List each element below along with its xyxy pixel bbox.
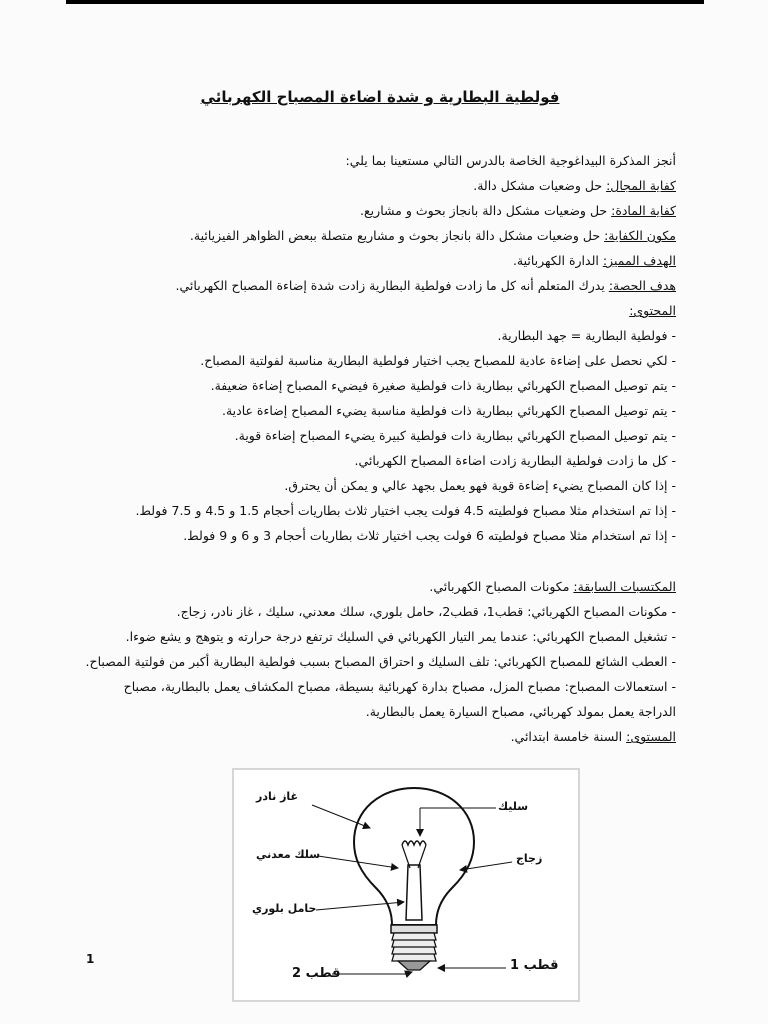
glass-stem <box>406 865 422 920</box>
text-line <box>56 724 676 749</box>
text-line <box>56 173 676 198</box>
line-label: كفاية المادة: <box>611 203 676 218</box>
line-text: أنجز المذكرة البيداغوجية الخاصة بالدرس التالي مستعينا بما يلي: <box>345 153 676 168</box>
text-line <box>56 473 676 498</box>
line-text: الدراجة يعمل بمولد كهربائي، مصباح السيارة يعمل بالبطارية. <box>365 704 676 719</box>
line-label: المحتوى: <box>629 303 676 318</box>
filament <box>402 841 426 845</box>
text-line <box>56 273 676 298</box>
line-text: - إذا تم استخدام مثلا مصباح فولطيته 4.5 فولت يجب اختيار ثلاث بطاريات أحجام 1.5 و 4.5 و 7.5 فولط. <box>135 503 676 518</box>
line-text: مكونات المصباح الكهربائي. <box>429 579 574 594</box>
line-text: - يتم توصيل المصباح الكهربائي ببطارية ذات فولطية صغيرة فيضيء المصباح إضاءة ضعيفة. <box>210 378 676 393</box>
support-wire-right <box>418 845 426 868</box>
text-line <box>56 699 676 724</box>
support-wire-left <box>402 845 410 868</box>
line-text: - يتم توصيل المصباح الكهربائي ببطارية ذات فولطية مناسبة يضيء المصباح إضاءة عادية. <box>221 403 676 418</box>
line-text: - فولطية البطارية = جهد البطارية. <box>497 328 676 343</box>
line-text: - مكونات المصباح الكهربائي: قطب1، قطب2، حامل بلوري، سلك معدني، سليك ، غاز نادر، زجاج. <box>176 604 676 619</box>
text-line <box>56 198 676 223</box>
line-text: - إذا كان المصباح يضيء إضاءة قوية فهو يعمل بجهد عالي و يمكن أن يحترق. <box>284 478 676 493</box>
line-label: هدف الحصة: <box>608 278 676 293</box>
line-label: المستوى: <box>626 729 676 744</box>
holder-arrow <box>316 902 404 910</box>
line-text: - تشغيل المصباح الكهربائي: عندما يمر التيار الكهربائي في السليك ترتفع درجة حرارته و يتوهج و يشع ضوءا. <box>125 629 676 644</box>
section-gap <box>56 548 676 574</box>
page-title: فولطية البطارية و شدة اضاءة المصباح الكهربائي <box>200 88 560 106</box>
line-text: - كل ما زادت فولطية البطارية زادت اضاءة المصباح الكهربائي. <box>354 453 676 468</box>
base-contact <box>398 961 430 970</box>
line-label: كفاية المجال: <box>606 178 676 193</box>
line-text: - إذا تم استخدام مثلا مصباح فولطيته 6 فولت يجب اختيار ثلاث بطاريات أحجام 3 و 6 و 9 فولط. <box>183 528 676 543</box>
line-text: الدارة الكهربائية. <box>512 253 603 268</box>
label-pole-1: قطب 1 <box>510 958 559 973</box>
label-rare-gas: غاز نادر <box>256 790 299 803</box>
text-line <box>56 248 676 273</box>
line-text: - استعمالات المصباح: مصباح المزل، مصباح بدارة كهربائية بسيطة، مصباح المكشاف يعمل بالبطارية، مصباح <box>123 679 676 694</box>
line-label: المكتسبات السابقة: <box>573 579 676 594</box>
top-border <box>66 0 704 4</box>
text-line <box>56 624 676 649</box>
document-body <box>56 148 676 749</box>
text-line <box>56 498 676 523</box>
light-bulb-figure <box>232 768 580 1002</box>
base-collar <box>391 925 437 933</box>
label-glass: زجاج <box>516 852 543 865</box>
line-text: يدرك المتعلم أنه كل ما زادت فولطية البطارية زادت شدة إضاءة المصباح الكهربائي. <box>175 278 609 293</box>
line-label: الهدف المميز: <box>602 253 676 268</box>
text-line <box>56 523 676 548</box>
line-label: مكون الكفاية: <box>604 228 676 243</box>
line-text: حل وضعيات مشكل دالة بانجاز بحوث و مشاريع متصلة ببعض الظواهر الفيزيائية. <box>189 228 605 243</box>
pole2-arrow <box>406 972 412 974</box>
text-line <box>56 423 676 448</box>
line-text: حل وضعيات مشكل دالة بانجاز بحوث و مشاريع. <box>360 203 612 218</box>
label-glass-holder: حامل بلوري <box>252 902 317 915</box>
line-text: - لكي نحصل على إضاءة عادية للمصباح يجب اختيار فولطية البطارية مناسبة لفولتية المصباح. <box>200 353 676 368</box>
label-filament: سليك <box>498 800 529 813</box>
wire-arrow <box>318 856 398 868</box>
text-line <box>56 148 676 173</box>
label-pole-2: قطب 2 <box>292 966 341 981</box>
line-text: حل وضعيات مشكل دالة. <box>473 178 607 193</box>
line-text: - يتم توصيل المصباح الكهربائي ببطارية ذات فولطية كبيرة يضيء المصباح إضاءة قوية. <box>234 428 676 443</box>
text-line <box>56 649 676 674</box>
label-metal-wire: سلك معدني <box>256 848 321 861</box>
text-line <box>56 348 676 373</box>
text-line <box>56 599 676 624</box>
text-line <box>56 674 676 699</box>
text-line <box>56 574 676 599</box>
text-line <box>56 223 676 248</box>
line-text: - العطب الشائع للمصباح الكهربائي: تلف السليك و احتراق المصباح بسبب فولطية البطارية أكبر من فولتية المصباح. <box>85 654 676 669</box>
text-line <box>56 323 676 348</box>
page-number: 1 <box>86 952 95 966</box>
text-line <box>56 448 676 473</box>
screw-base <box>392 933 436 961</box>
line-text: السنة خامسة ابتدائي. <box>510 729 627 744</box>
text-line <box>56 298 676 323</box>
text-line <box>56 398 676 423</box>
text-line <box>56 373 676 398</box>
